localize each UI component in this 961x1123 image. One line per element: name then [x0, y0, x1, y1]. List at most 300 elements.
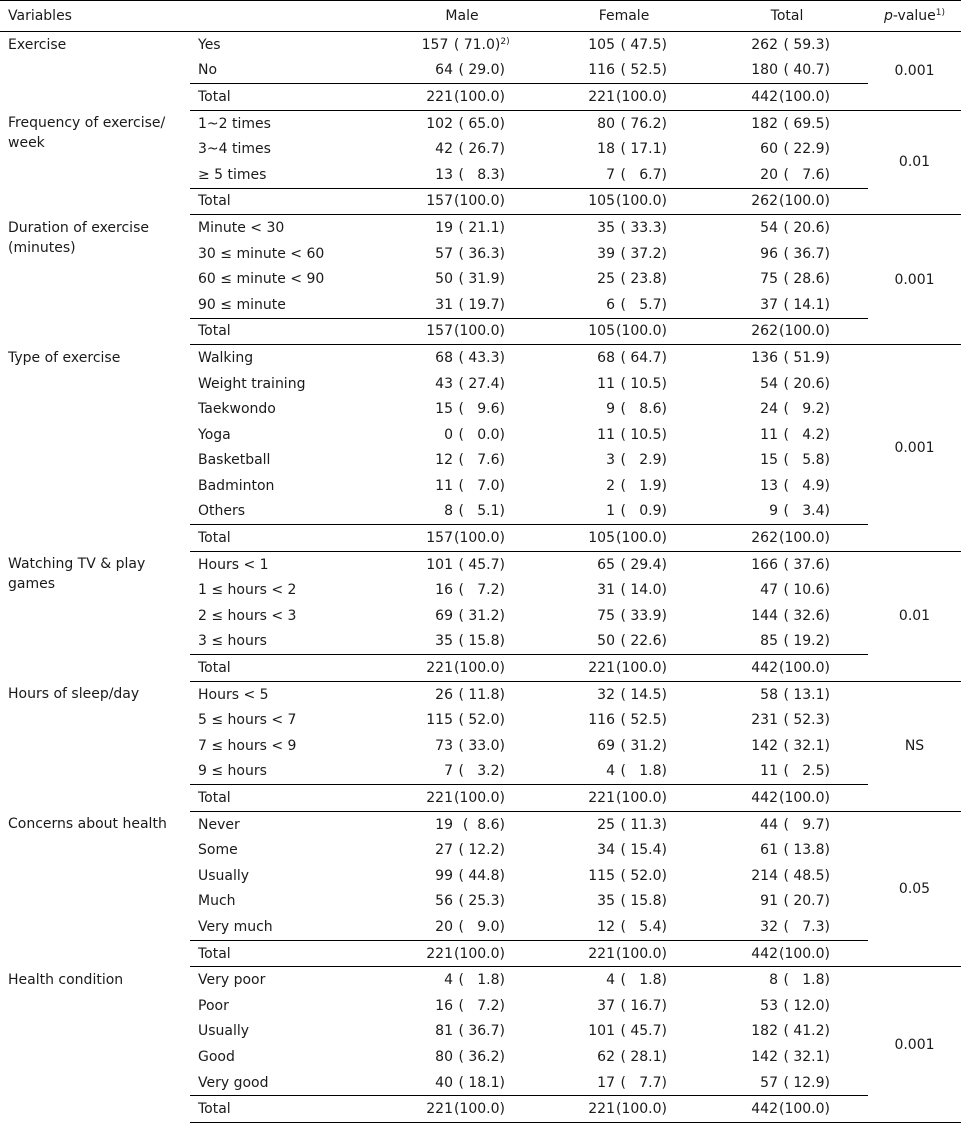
- female-percent: (100.0): [615, 323, 667, 340]
- male-percent: (100.0): [453, 1101, 505, 1118]
- female-value-cell: [542, 473, 706, 499]
- male-percent: ( 19.7): [458, 296, 505, 313]
- total-percent: ( 41.2): [783, 1023, 830, 1040]
- total-percent: ( 37.6): [783, 556, 830, 573]
- total-percent: ( 13.1): [783, 686, 830, 703]
- male-count: 99: [435, 867, 453, 884]
- male-count: 69: [435, 607, 453, 624]
- variable-label: Concerns about health: [8, 816, 167, 833]
- male-count: 73: [435, 737, 453, 754]
- female-count: 221: [588, 660, 615, 677]
- male-value-cell: [382, 162, 542, 188]
- male-percent: ( 31.9): [458, 271, 505, 288]
- female-value-cell: [542, 525, 706, 552]
- total-value-cell: [706, 759, 868, 785]
- total-value-cell: [706, 603, 868, 629]
- male-count: 20: [435, 918, 453, 935]
- category-label: Some: [198, 842, 238, 859]
- male-percent: ( 9.0): [458, 918, 505, 935]
- footnote-mark: 2): [500, 36, 510, 47]
- p-value: 0.001: [868, 345, 961, 552]
- category-label: Total: [190, 84, 382, 111]
- male-value-cell: [382, 448, 542, 474]
- total-count: 13: [760, 477, 778, 494]
- male-value-cell: [382, 681, 542, 707]
- male-percent: ( 31.2): [458, 607, 505, 624]
- female-count: 25: [597, 816, 615, 833]
- total-percent: ( 52.3): [783, 712, 830, 729]
- female-percent: ( 15.4): [620, 842, 667, 859]
- female-percent: ( 14.0): [620, 582, 667, 599]
- total-value-cell: [706, 1070, 868, 1096]
- total-value-cell: [706, 967, 868, 993]
- female-count: 116: [588, 712, 615, 729]
- female-percent: ( 29.4): [620, 556, 667, 573]
- female-percent: ( 1.9): [620, 477, 667, 494]
- female-count: 17: [597, 1074, 615, 1091]
- female-percent: (100.0): [615, 530, 667, 547]
- male-percent: ( 45.7): [458, 556, 505, 573]
- total-count: 231: [751, 712, 778, 729]
- female-percent: (100.0): [615, 193, 667, 210]
- female-percent: ( 14.5): [620, 686, 667, 703]
- header-total: Total: [706, 1, 868, 32]
- total-count: 60: [760, 141, 778, 158]
- category-label: Never: [198, 816, 240, 833]
- female-count: 68: [597, 349, 615, 366]
- male-percent: (100.0): [453, 193, 505, 210]
- male-value-cell: [382, 759, 542, 785]
- female-count: 80: [597, 115, 615, 132]
- male-value-cell: [382, 811, 542, 837]
- category-label: Total: [190, 940, 382, 967]
- female-count: 116: [588, 62, 615, 79]
- male-count: 11: [435, 477, 453, 494]
- female-value-cell: [542, 551, 706, 577]
- table-row: [0, 215, 961, 241]
- male-count: 16: [435, 582, 453, 599]
- female-percent: ( 1.8): [620, 972, 667, 989]
- female-percent: ( 5.4): [620, 918, 667, 935]
- male-value-cell: [382, 266, 542, 292]
- total-count: 53: [760, 997, 778, 1014]
- total-value-cell: [706, 499, 868, 525]
- category-label: Walking: [198, 349, 254, 366]
- total-percent: ( 3.4): [783, 503, 830, 520]
- female-count: 37: [597, 997, 615, 1014]
- total-count: 24: [760, 401, 778, 418]
- category-label: Very good: [198, 1074, 269, 1091]
- female-percent: ( 52.5): [620, 712, 667, 729]
- male-value-cell: [382, 655, 542, 682]
- total-value-cell: [706, 914, 868, 940]
- total-count: 11: [760, 763, 778, 780]
- total-value-cell: [706, 525, 868, 552]
- female-value-cell: [542, 967, 706, 993]
- female-count: 4: [606, 763, 615, 780]
- total-value-cell: [706, 32, 868, 58]
- female-percent: ( 2.9): [620, 452, 667, 469]
- total-percent: ( 7.6): [783, 166, 830, 183]
- female-value-cell: [542, 577, 706, 603]
- male-percent: (100.0): [453, 945, 505, 962]
- female-count: 11: [597, 375, 615, 392]
- total-value-cell: [706, 215, 868, 241]
- female-percent: ( 6.7): [620, 166, 667, 183]
- category-label: Very much: [198, 918, 273, 935]
- total-percent: ( 14.1): [783, 296, 830, 313]
- female-count: 221: [588, 1101, 615, 1118]
- male-value-cell: [382, 473, 542, 499]
- total-count: 85: [760, 633, 778, 650]
- female-percent: ( 31.2): [620, 737, 667, 754]
- male-count: 57: [435, 245, 453, 262]
- male-percent: ( 8.6): [462, 816, 505, 833]
- male-percent: ( 7.0): [458, 477, 505, 494]
- female-value-cell: [542, 889, 706, 915]
- female-percent: ( 33.3): [620, 219, 667, 236]
- total-value-cell: [706, 422, 868, 448]
- male-value-cell: [382, 837, 542, 863]
- total-value-cell: [706, 707, 868, 733]
- male-percent: ( 5.1): [458, 503, 505, 520]
- category-label: 7 ≤ hours < 9: [198, 737, 297, 754]
- category-label: Total: [190, 655, 382, 682]
- total-percent: ( 19.2): [783, 633, 830, 650]
- total-count: 442: [751, 945, 778, 962]
- female-percent: ( 64.7): [620, 349, 667, 366]
- female-percent: ( 52.5): [620, 62, 667, 79]
- total-count: 15: [760, 452, 778, 469]
- male-percent: ( 3.2): [458, 763, 505, 780]
- header-male: Male: [382, 1, 542, 32]
- category-label: 90 ≤ minute: [198, 296, 286, 313]
- male-count: 157: [426, 530, 453, 547]
- total-count: 136: [751, 349, 778, 366]
- total-count: 442: [751, 660, 778, 677]
- category-label: Hours < 5: [198, 686, 269, 703]
- male-value-cell: [382, 914, 542, 940]
- total-percent: ( 51.9): [783, 349, 830, 366]
- total-value-cell: [706, 318, 868, 345]
- female-percent: ( 17.1): [620, 141, 667, 158]
- total-count: 144: [751, 607, 778, 624]
- category-label: 30 ≤ minute < 60: [198, 245, 325, 262]
- male-percent: ( 65.0): [458, 115, 505, 132]
- male-count: 4: [444, 972, 453, 989]
- total-value-cell: [706, 241, 868, 267]
- total-percent: ( 7.3): [783, 918, 830, 935]
- category-label: Total: [190, 188, 382, 215]
- total-value-cell: [706, 655, 868, 682]
- male-value-cell: [382, 603, 542, 629]
- male-count: 31: [435, 296, 453, 313]
- male-percent: ( 29.0): [458, 62, 505, 79]
- total-value-cell: [706, 733, 868, 759]
- male-count: 15: [435, 401, 453, 418]
- category-label: Hours < 1: [198, 556, 269, 573]
- female-value-cell: [542, 1096, 706, 1123]
- female-percent: ( 7.7): [620, 1074, 667, 1091]
- male-percent: ( 7.6): [458, 452, 505, 469]
- female-count: 34: [597, 842, 615, 859]
- total-percent: (100.0): [778, 1101, 830, 1118]
- male-value-cell: [382, 345, 542, 371]
- female-value-cell: [542, 266, 706, 292]
- total-percent: (100.0): [778, 193, 830, 210]
- male-percent: ( 15.8): [458, 633, 505, 650]
- total-percent: ( 12.9): [783, 1074, 830, 1091]
- male-count: 221: [426, 790, 453, 807]
- total-percent: ( 22.9): [783, 141, 830, 158]
- total-value-cell: [706, 266, 868, 292]
- female-percent: ( 33.9): [620, 607, 667, 624]
- male-percent: ( 44.8): [458, 867, 505, 884]
- total-percent: ( 32.1): [783, 1048, 830, 1065]
- total-value-cell: [706, 993, 868, 1019]
- female-value-cell: [542, 629, 706, 655]
- total-count: 182: [751, 1023, 778, 1040]
- total-value-cell: [706, 110, 868, 136]
- female-count: 50: [597, 633, 615, 650]
- total-value-cell: [706, 371, 868, 397]
- male-value-cell: [382, 551, 542, 577]
- p-value: 0.01: [868, 551, 961, 681]
- category-label: Yoga: [198, 426, 231, 443]
- female-count: 105: [588, 36, 615, 53]
- total-percent: (100.0): [778, 945, 830, 962]
- female-count: 3: [606, 452, 615, 469]
- female-percent: (100.0): [615, 945, 667, 962]
- total-value-cell: [706, 188, 868, 215]
- male-percent: ( 18.1): [458, 1074, 505, 1091]
- total-count: 142: [751, 737, 778, 754]
- total-percent: (100.0): [778, 323, 830, 340]
- female-count: 62: [597, 1048, 615, 1065]
- female-value-cell: [542, 1019, 706, 1045]
- male-count: 64: [435, 62, 453, 79]
- category-label: Usually: [198, 1023, 250, 1040]
- total-value-cell: [706, 1096, 868, 1123]
- total-count: 54: [760, 375, 778, 392]
- female-percent: ( 22.6): [620, 633, 667, 650]
- male-count: 8: [444, 503, 453, 520]
- total-percent: ( 20.6): [783, 375, 830, 392]
- female-value-cell: [542, 241, 706, 267]
- male-value-cell: [382, 1070, 542, 1096]
- p-value: 0.05: [868, 811, 961, 967]
- total-value-cell: [706, 863, 868, 889]
- total-value-cell: [706, 889, 868, 915]
- female-count: 25: [597, 271, 615, 288]
- category-label: Poor: [198, 997, 229, 1014]
- female-percent: ( 37.2): [620, 245, 667, 262]
- female-count: 105: [588, 323, 615, 340]
- female-value-cell: [542, 993, 706, 1019]
- table-row: [0, 967, 961, 993]
- total-value-cell: [706, 837, 868, 863]
- header-row: [0, 1, 961, 32]
- male-value-cell: [382, 396, 542, 422]
- male-count: 19: [435, 219, 453, 236]
- header-category: [190, 1, 382, 32]
- female-count: 7: [606, 166, 615, 183]
- female-value-cell: [542, 371, 706, 397]
- female-count: 105: [588, 193, 615, 210]
- male-percent: ( 7.2): [458, 582, 505, 599]
- category-label: Good: [198, 1048, 235, 1065]
- male-count: 221: [426, 88, 453, 105]
- male-value-cell: [382, 525, 542, 552]
- male-count: 68: [435, 349, 453, 366]
- p-value: NS: [868, 681, 961, 811]
- total-count: 182: [751, 115, 778, 132]
- male-value-cell: [382, 292, 542, 318]
- female-percent: ( 76.2): [620, 115, 667, 132]
- female-value-cell: [542, 162, 706, 188]
- total-count: 20: [760, 166, 778, 183]
- female-value-cell: [542, 422, 706, 448]
- female-value-cell: [542, 785, 706, 812]
- male-percent: ( 33.0): [458, 737, 505, 754]
- total-count: 75: [760, 271, 778, 288]
- female-count: 105: [588, 530, 615, 547]
- category-label: Total: [190, 318, 382, 345]
- male-count: 115: [426, 712, 453, 729]
- male-value-cell: [382, 733, 542, 759]
- female-percent: ( 10.5): [620, 375, 667, 392]
- total-percent: ( 4.9): [783, 477, 830, 494]
- total-count: 9: [769, 503, 778, 520]
- category-label: Total: [190, 1096, 382, 1123]
- female-count: 35: [597, 893, 615, 910]
- p-value: 0.001: [868, 215, 961, 345]
- female-count: 1: [606, 503, 615, 520]
- table-row: [0, 110, 961, 136]
- female-value-cell: [542, 811, 706, 837]
- total-percent: ( 32.1): [783, 737, 830, 754]
- total-percent: ( 1.8): [783, 972, 830, 989]
- male-percent: ( 36.2): [458, 1048, 505, 1065]
- female-value-cell: [542, 707, 706, 733]
- total-count: 58: [760, 686, 778, 703]
- female-percent: (100.0): [615, 1101, 667, 1118]
- male-value-cell: [382, 188, 542, 215]
- total-percent: (100.0): [778, 790, 830, 807]
- female-count: 65: [597, 556, 615, 573]
- male-count: 56: [435, 893, 453, 910]
- male-count: 12: [435, 452, 453, 469]
- variable-label: Frequency of exercise/ week: [8, 115, 166, 152]
- male-count: 221: [426, 945, 453, 962]
- female-value-cell: [542, 837, 706, 863]
- female-value-cell: [542, 188, 706, 215]
- header-p-italic: p: [883, 8, 893, 24]
- female-value-cell: [542, 499, 706, 525]
- male-value-cell: [382, 318, 542, 345]
- female-count: 101: [588, 1023, 615, 1040]
- male-count: 16: [435, 997, 453, 1014]
- male-count: 40: [435, 1074, 453, 1091]
- male-count: 26: [435, 686, 453, 703]
- female-percent: ( 52.0): [620, 867, 667, 884]
- category-label: Much: [198, 893, 236, 910]
- total-percent: ( 20.7): [783, 893, 830, 910]
- total-value-cell: [706, 1044, 868, 1070]
- female-count: 221: [588, 790, 615, 807]
- category-label: Minute < 30: [198, 219, 285, 236]
- female-percent: (100.0): [615, 790, 667, 807]
- male-percent: ( 11.8): [458, 686, 505, 703]
- variable-label: Exercise: [8, 37, 67, 53]
- category-label: Basketball: [198, 452, 271, 469]
- female-count: 221: [588, 88, 615, 105]
- female-value-cell: [542, 292, 706, 318]
- male-count: 0: [444, 426, 453, 443]
- male-percent: ( 36.7): [458, 1023, 505, 1040]
- table-row: [0, 811, 961, 837]
- male-percent: ( 25.3): [458, 893, 505, 910]
- female-value-cell: [542, 733, 706, 759]
- female-percent: (100.0): [615, 660, 667, 677]
- total-value-cell: [706, 84, 868, 111]
- total-value-cell: [706, 396, 868, 422]
- male-value-cell: [382, 499, 542, 525]
- female-count: 12: [597, 918, 615, 935]
- category-label: ≥ 5 times: [198, 166, 267, 183]
- total-count: 11: [760, 426, 778, 443]
- male-value-cell: [382, 863, 542, 889]
- table-row: [0, 345, 961, 371]
- female-count: 9: [606, 401, 615, 418]
- total-value-cell: [706, 785, 868, 812]
- category-label: Taekwondo: [198, 401, 276, 418]
- header-female: Female: [542, 1, 706, 32]
- male-percent: ( 71.0): [453, 36, 501, 53]
- total-percent: ( 48.5): [783, 867, 830, 884]
- total-value-cell: [706, 292, 868, 318]
- female-value-cell: [542, 345, 706, 371]
- category-label: Usually: [198, 867, 250, 884]
- male-value-cell: [382, 58, 542, 84]
- female-count: 39: [597, 245, 615, 262]
- male-count: 27: [435, 842, 453, 859]
- female-value-cell: [542, 396, 706, 422]
- total-value-cell: [706, 577, 868, 603]
- female-count: 4: [606, 972, 615, 989]
- female-percent: ( 23.8): [620, 271, 667, 288]
- male-percent: (100.0): [453, 88, 505, 105]
- male-value-cell: [382, 110, 542, 136]
- male-percent: ( 52.0): [458, 712, 505, 729]
- female-percent: ( 5.7): [620, 296, 667, 313]
- female-value-cell: [542, 110, 706, 136]
- total-count: 44: [760, 816, 778, 833]
- female-value-cell: [542, 655, 706, 682]
- female-value-cell: [542, 215, 706, 241]
- male-percent: ( 1.8): [458, 972, 505, 989]
- male-value-cell: [382, 1019, 542, 1045]
- female-count: 221: [588, 945, 615, 962]
- total-percent: ( 5.8): [783, 452, 830, 469]
- male-percent: ( 21.1): [458, 219, 505, 236]
- category-label: 3 ≤ hours: [198, 633, 267, 650]
- male-count: 101: [426, 556, 453, 573]
- p-value: 0.01: [868, 110, 961, 214]
- category-label: Others: [198, 503, 246, 520]
- total-percent: ( 9.7): [783, 816, 830, 833]
- female-value-cell: [542, 136, 706, 162]
